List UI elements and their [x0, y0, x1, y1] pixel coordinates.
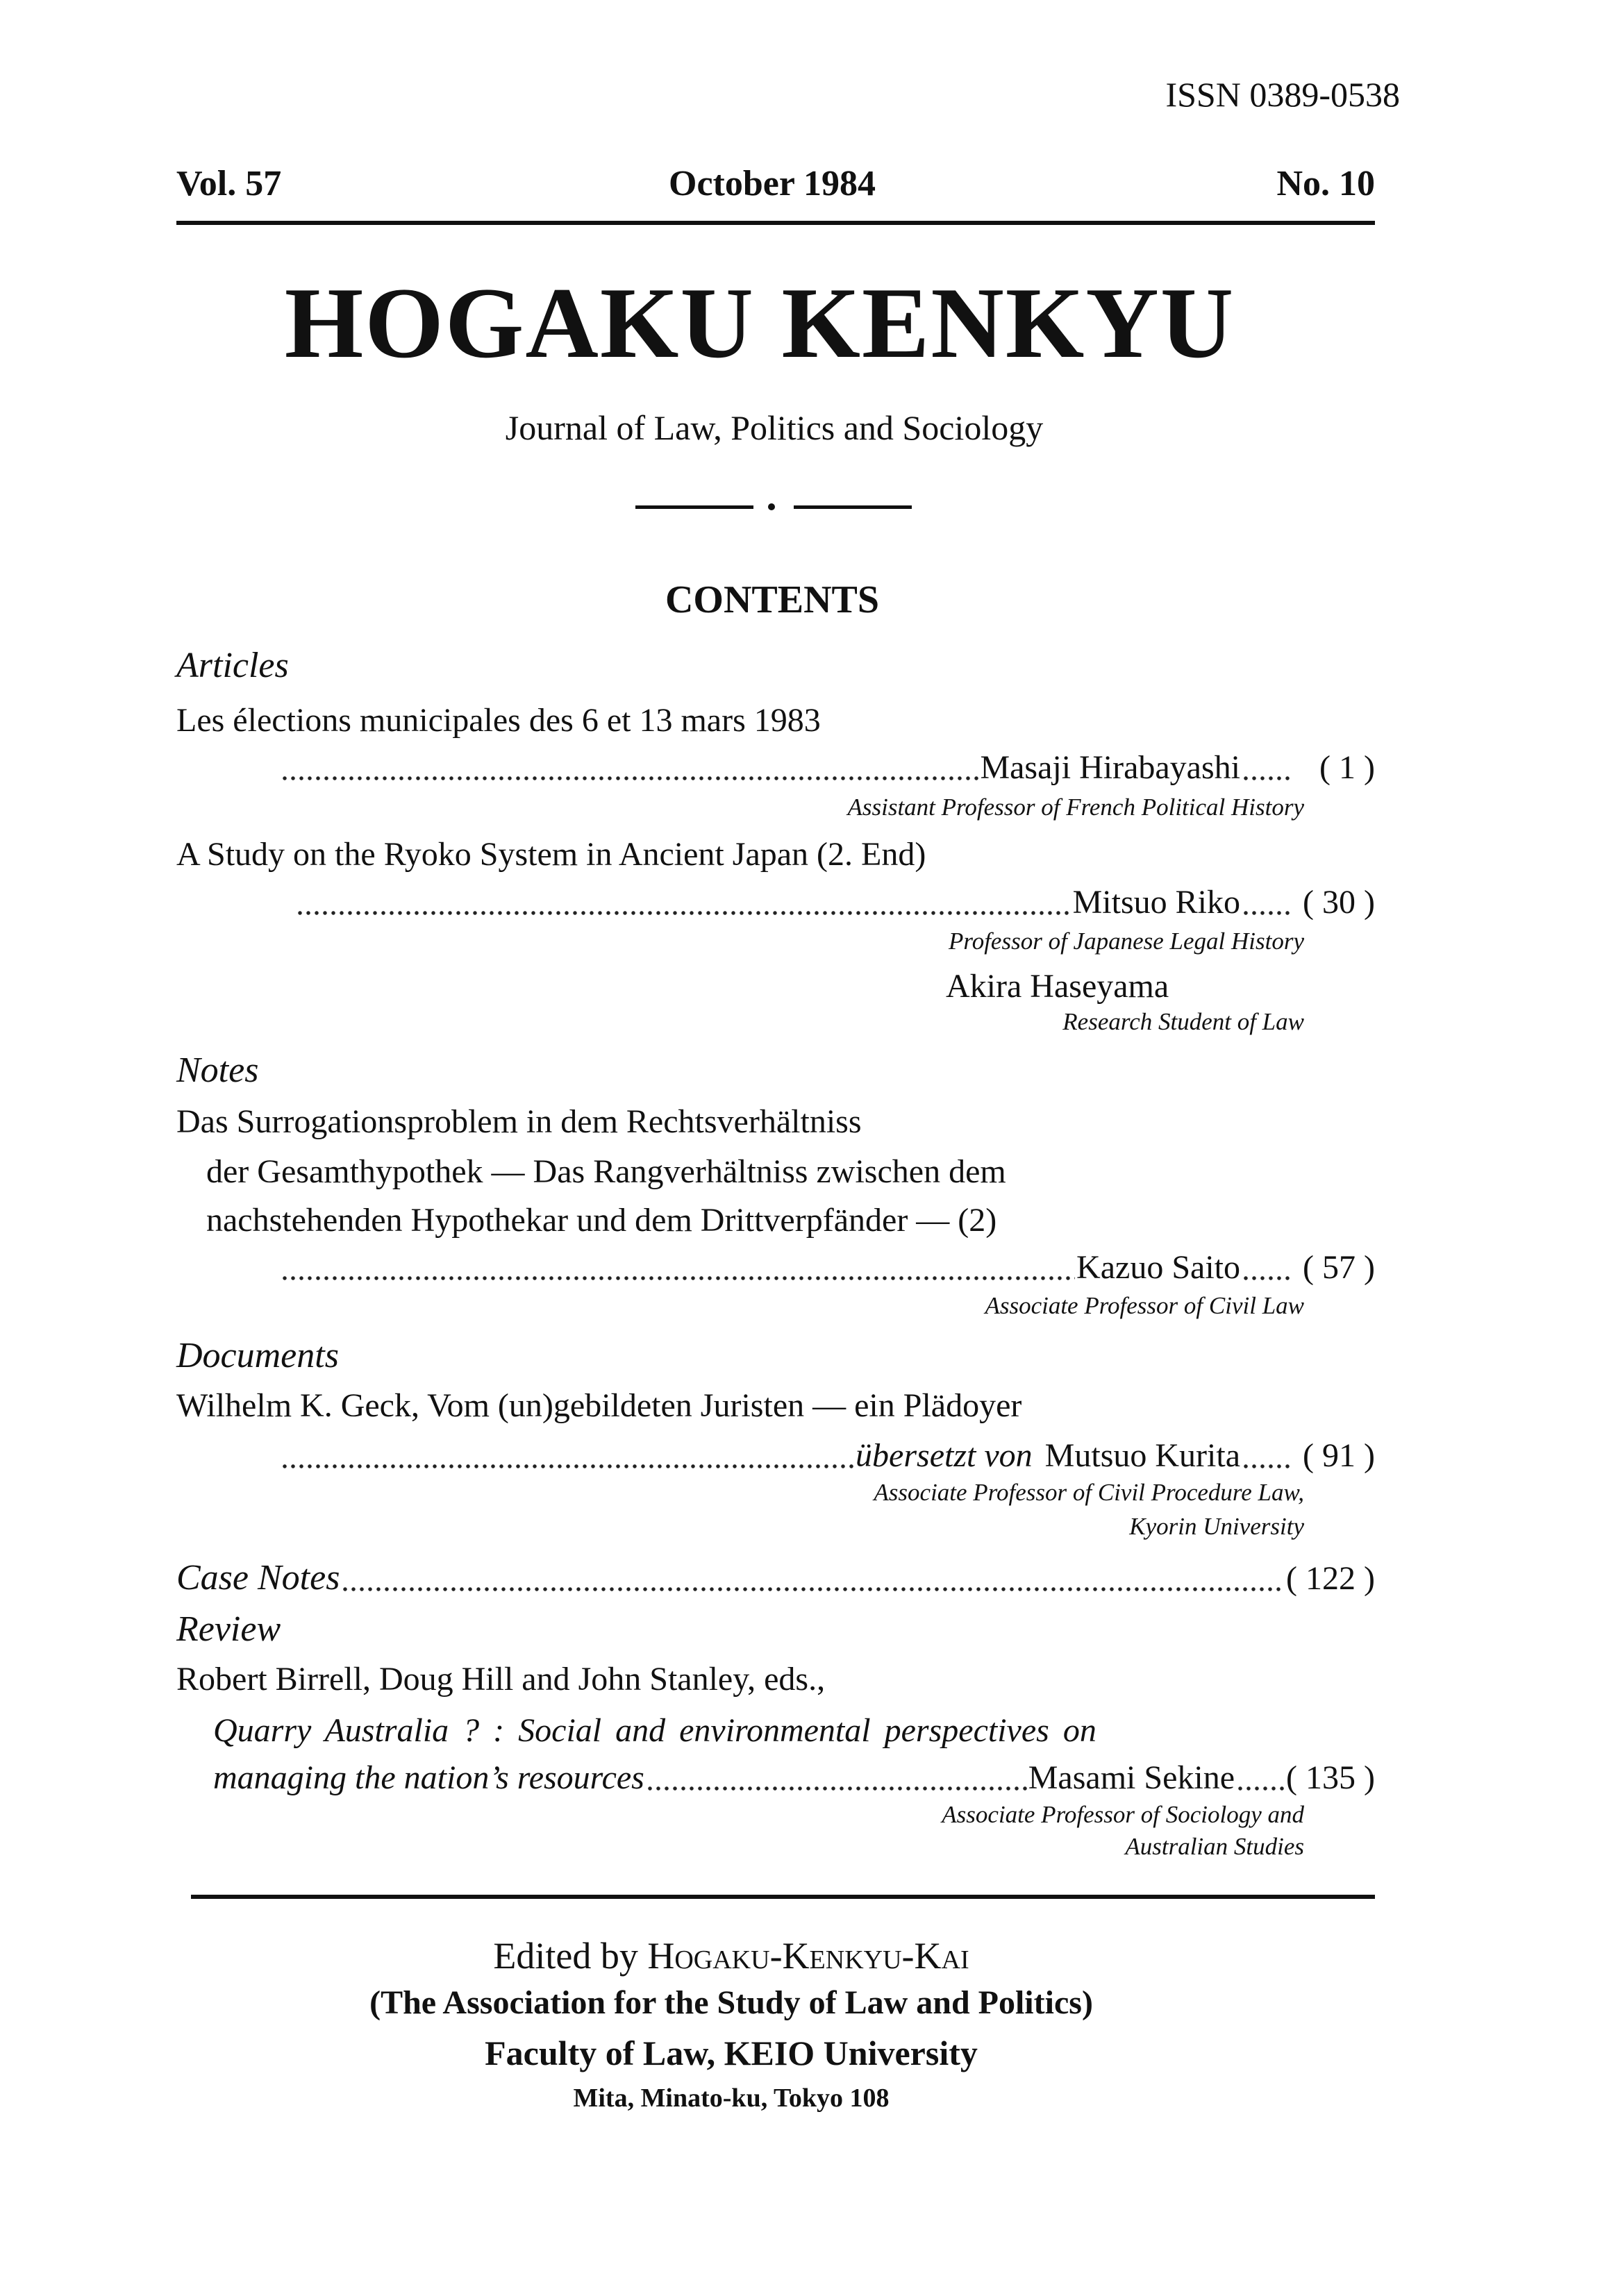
footer-rule [191, 1895, 1375, 1899]
note-title-line[interactable]: der Gesamthypothek — Das Rangverhältniss zwischen dem [206, 1153, 1006, 1190]
toc-entry[interactable] [279, 1247, 1375, 1289]
issue-number: No. 10 [1276, 164, 1375, 203]
affiliation: Associate Professor of Civil Law [985, 1292, 1304, 1319]
translator-prefix: übersetzt von [856, 1437, 1033, 1474]
document-title[interactable]: Wilhelm K. Geck, Vom (un)gebildeten Juristen — ein Plädoyer [176, 1387, 1022, 1424]
toc-entry[interactable] [279, 747, 1375, 789]
article-title[interactable]: A Study on the Ryoko System in Ancient Japan (2. End) [176, 836, 926, 873]
affiliation: Research Student of Law [1062, 1008, 1304, 1035]
dot-leader [281, 747, 978, 789]
section-documents: Documents [176, 1336, 339, 1375]
section-articles: Articles [176, 646, 289, 685]
journal-subtitle: Journal of Law, Politics and Sociology [505, 408, 1044, 447]
book-title-line: managing the nation’s resources [213, 1759, 644, 1796]
header-rule [176, 221, 1375, 225]
author: Masaji Hirabayashi [980, 749, 1240, 786]
section-case-notes: Case Notes [176, 1558, 340, 1598]
dot-leader [296, 882, 1071, 923]
association-name: (The Association for the Study of Law and Politics) [369, 1984, 1093, 2021]
volume: Vol. 57 [176, 164, 282, 203]
dot-leader [281, 1435, 854, 1477]
book-title-line[interactable]: Quarry Australia ? : Social and environmental perspectives on [213, 1712, 1096, 1749]
faculty-name: Faculty of Law, KEIO University [485, 2034, 978, 2072]
page-number: ( 91 ) [1303, 1437, 1375, 1474]
toc-entry[interactable] [294, 882, 1375, 923]
page-number: ( 1 ) [1319, 749, 1375, 786]
author: Masami Sekine [1028, 1759, 1235, 1796]
dot-leader [1242, 882, 1290, 923]
affiliation: Kyorin University [1129, 1513, 1304, 1540]
author: Kazuo Saito [1076, 1249, 1240, 1286]
dot-leader [1242, 747, 1290, 789]
dot-leader [281, 1247, 1075, 1289]
journal-title: HOGAKU KENKYU [284, 267, 1235, 379]
page-number: ( 135 ) [1286, 1759, 1375, 1796]
dot-leader [1242, 1247, 1290, 1289]
toc-entry-case-notes[interactable] [176, 1557, 1375, 1600]
section-notes: Notes [176, 1050, 259, 1090]
page-number: ( 122 ) [1286, 1560, 1375, 1597]
author: Mutsuo Kurita [1044, 1437, 1240, 1474]
issn: ISSN 0389-0538 [1165, 75, 1400, 114]
article-title[interactable]: Les élections municipales des 6 et 13 mars 1983 [176, 702, 821, 739]
page-number: ( 30 ) [1303, 884, 1375, 921]
note-title-line[interactable]: Das Surrogationsproblem in dem Rechtsverhältniss [176, 1103, 862, 1140]
contents-heading: CONTENTS [665, 578, 880, 621]
toc-entry[interactable] [279, 1435, 1375, 1477]
coauthor: Akira Haseyama [946, 968, 1169, 1005]
toc-entry[interactable] [213, 1757, 1375, 1799]
dot-leader [341, 1557, 1285, 1600]
address: Mita, Minato-ku, Tokyo 108 [573, 2084, 890, 2113]
issue-date: October 1984 [669, 164, 876, 203]
affiliation: Australian Studies [1125, 1833, 1304, 1860]
note-title-line[interactable]: nachstehenden Hypothekar und dem Drittverpfänder — (2) [206, 1202, 997, 1239]
society-name: Hogaku-Kenkyu-Kai [647, 1935, 969, 1977]
review-editors[interactable]: Robert Birrell, Doug Hill and John Stanley, eds., [176, 1661, 826, 1698]
dot-leader [1242, 1435, 1290, 1477]
edited-by-line [0, 1934, 1462, 1978]
dot-leader [1236, 1757, 1285, 1799]
ornament-divider [635, 505, 912, 510]
page-number: ( 57 ) [1303, 1249, 1375, 1286]
affiliation: Associate Professor of Civil Procedure Law, [874, 1479, 1304, 1506]
affiliation: Assistant Professor of French Political History [847, 794, 1304, 821]
edited-by-label: Edited by [493, 1935, 638, 1977]
dot-leader [646, 1757, 1027, 1799]
author: Mitsuo Riko [1072, 884, 1240, 921]
section-review: Review [176, 1609, 281, 1649]
affiliation: Professor of Japanese Legal History [949, 928, 1304, 955]
affiliation: Associate Professor of Sociology and [942, 1801, 1304, 1828]
